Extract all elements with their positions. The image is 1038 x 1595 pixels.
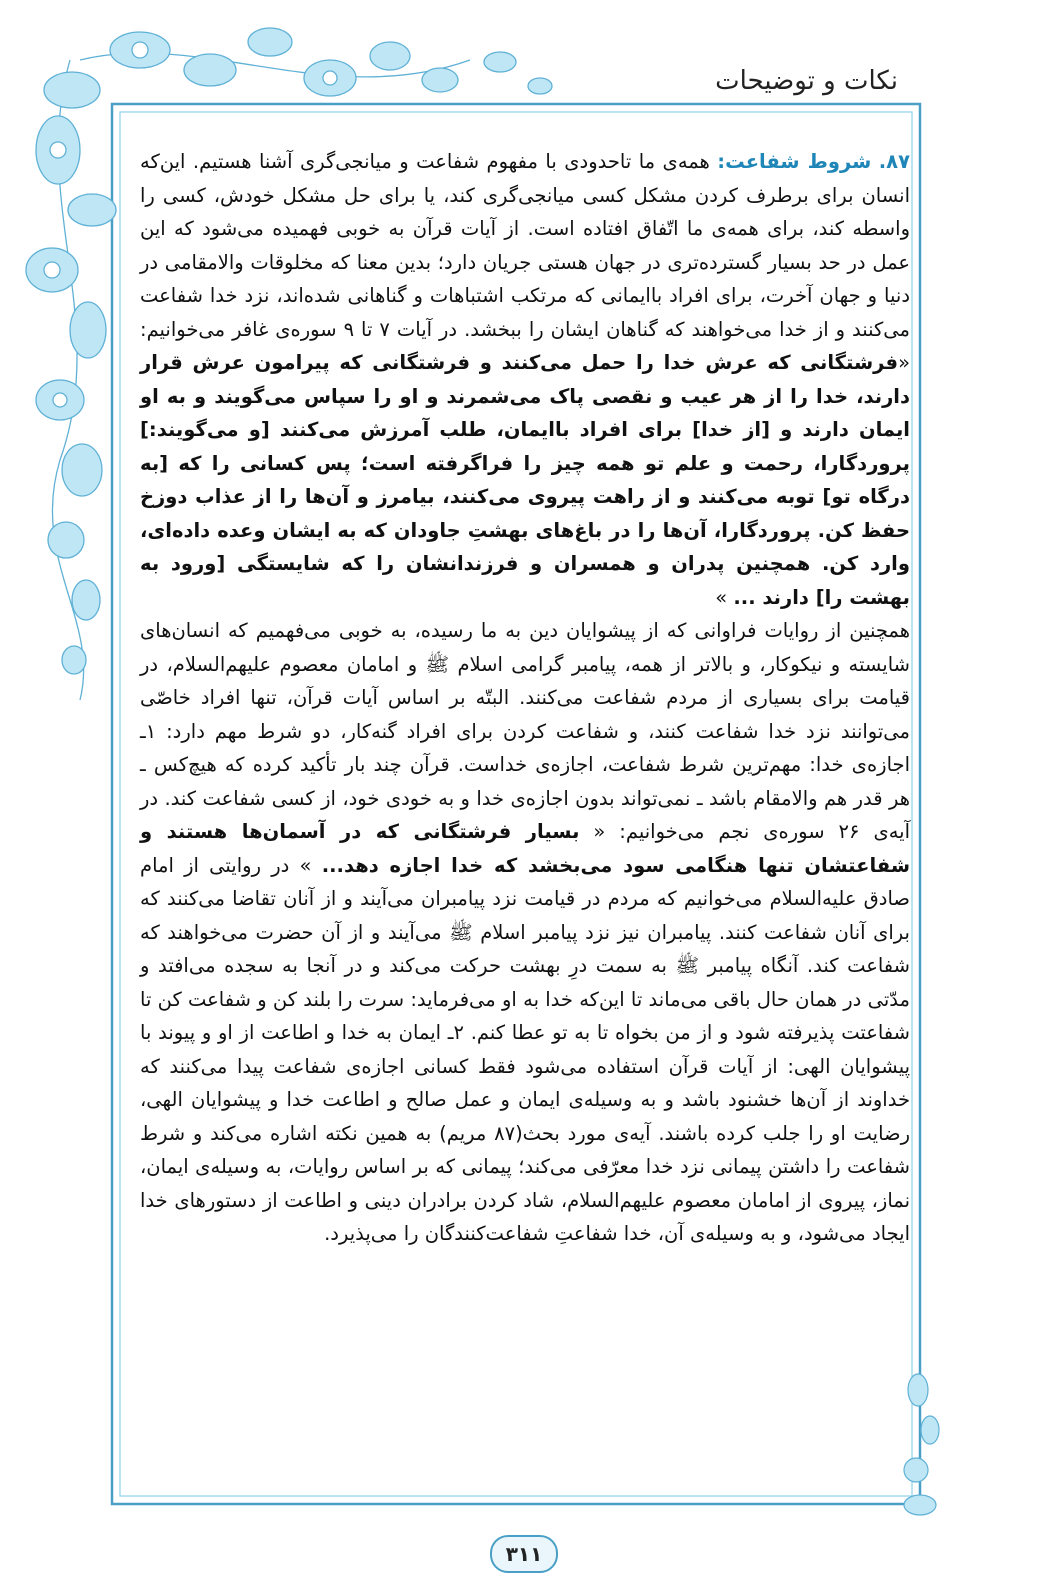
running-header: نکات و توضیحات (715, 66, 898, 96)
paragraph (140, 614, 910, 1251)
paragraph-text: » در روایتی از امام صادق علیه‌السلام می‌خوانیم که مردم در قیامت نزد پیامبران می‌آیند و از آنان تقاضا می‌کنند که برای آنان شفاعت کنند. پیامبران نیز نزد پیامبر اسلام ﷺ می‌آیند و از آن حضرت می‌خواهند که شفاعت کند. آنگاه پیامبر ﷺ به سمت درِ بهشت حرکت می‌کند و در آنجا به سجده می‌افتد و مدّتی در همان حال باقی می‌ماند تا این‌که خدا به او می‌فرماید: سرت را بلند کن و شفاعت کن تا شفاعتت پذیرفته شود و از من بخواه تا به تو عطا کنم. ۲ـ ایمان به خدا و اطاعت از او و پیوند با پیشوایان الهی: از آیات قرآن استفاده می‌شود فقط کسانی اجازه‌ی شفاعت پیدا می‌کنند که خداوند از آن‌ها خشنود باشد و به وسیله‌ی ایمان و عمل صالح و اطاعت خدا و پیشوایان الهی، رضایت او را جلب کرده باشند. آیه‌ی مورد بحث(۸۷ مریم) به همین نکته اشاره می‌کند و شرط شفاعت را داشتن پیمانی نزد خدا معرّفی می‌کند؛ پیمانی که بر اساس روایات، به وسیله‌ی ایمان، نماز، پیروی از امامان معصوم علیهم‌السلام، شاد کردن برادران دینی و اطاعت از دستورهای خدا ایجاد می‌شود، و به وسیله‌ی آن، خدا شفاعتِ شفاعت‌کنندگان را می‌پذیرد. (140, 853, 911, 1245)
quote-close: » (715, 585, 734, 609)
page-number: ۳۱۱ (490, 1535, 558, 1573)
section-heading: شروط شفاعت: (717, 150, 872, 173)
body-text (140, 145, 910, 1251)
paragraph-text: همچنین از روایات فراوانی که از پیشوایان دین به ما رسیده، به خوبی می‌فهمیم که انسان‌های شایسته و نیکوکار، و بالاتر از همه، پیامبر گرامی اسلام ﷺ و امامان معصوم علیهم‌السلام، در قیامت برای بسیاری از مردم شفاعت می‌کنند. البتّه بر اساس آیات قرآن، تنها افراد خاصّی می‌توانند نزد خدا شفاعت کنند، و شفاعت کردن برای افراد گنه‌کار، دو شرط مهم دارد: ۱ـ اجازه‌ی خدا: مهم‌ترین شرط شفاعت، اجازه‌ی خداست. قرآن چند بار تأکید کرده که هیچ‌کس ـ هر قدر هم والامقام باشد ـ نمی‌تواند بدون اجازه‌ی خدا و به خودی خود، از کسی شفاعت کند. در آیه‌ی ۲۶ سوره‌ی نجم می‌خوانیم: « (140, 619, 911, 843)
quoted-verse: بسیار فرشتگانی که در آسمان‌ها هستند و شفاعتشان تنها هنگامی سود می‌بخشد که خدا اجازه دهد... (140, 820, 910, 877)
paragraph (140, 145, 910, 614)
paragraph-text: همه‌ی ما تاحدودی با مفهوم شفاعت و میانجی‌گری آشنا هستیم. این‌که انسان برای برطرف کردن مشکل کسی میانجی‌گری کند، یا برای حل مشکل خودش، کسی را واسطه کند، برای همه‌ی ما اتّفاق افتاده است. از آیات قرآن به خوبی فهمیده می‌شود که این عمل در حد بسیار گسترده‌تری در جهان هستی جریان دارد؛ بدین معنا که مخلوقات والامقامی در دنیا و جهان آخرت، برای افراد باایمانی که مرتکب اشتباهات و گناهانی شده‌اند، نزد خدا شفاعت می‌کنند و از خدا می‌خواهند که گناهان ایشان را ببخشد. در آیات ۷ تا ۹ سوره‌ی غافر می‌خوانیم: « (140, 150, 911, 374)
section-number: ۸۷. (878, 150, 910, 173)
quoted-verse: فرشتگانی که عرش خدا را حمل می‌کنند و فرشتگانی که پیرامون عرش قرار دارند، خدا را از هر عیب و نقصی پاک می‌شمرند و او را سپاس می‌گویند و به او ایمان دارند و [از خدا] برای افراد باایمان، طلب آمرزش می‌کنند [و می‌گویند:] پروردگارا، رحمت و علم تو همه چیز را فراگرفته است؛ پس کسانی را که [به درگاه تو] توبه می‌کنند و از راهت پیروی می‌کنند، بیامرز و آن‌ها را از عذاب دوزخ حفظ کن. پروردگارا، آن‌ها را در باغ‌های بهشتِ جاودان که به ایشان وعده داده‌ای، وارد کن. همچنین پدران و همسران و فرزندانشان را که شایستگی [ورود به بهشت را] دارند ... (140, 351, 910, 609)
